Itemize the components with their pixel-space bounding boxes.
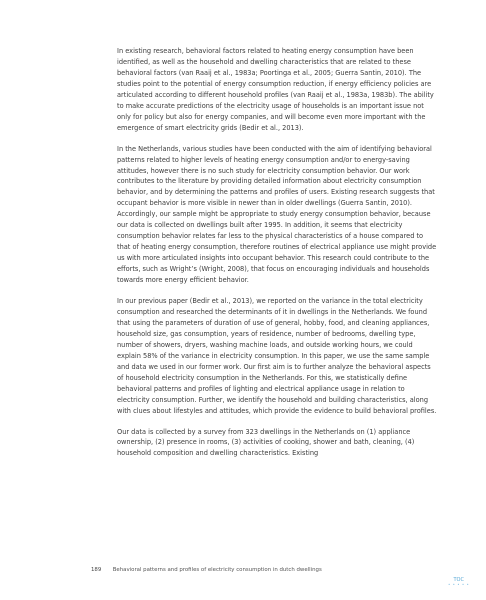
running-title: Behavioral patterns and profiles of electricity consumption in dutch dwellings <box>112 567 322 573</box>
body-paragraph: In the Netherlands, various studies have been conducted with the aim of identifying behavioral patterns related to higher levels of heating energy consumption and/or to energy-saving attitudes, however there is no such study for electricity consumption behavior. Our work contributes to the literature by providing detailed information about electricity consumption behavior, and by determining the patterns and profiles of users. Existing research suggests that occupant behavior is more visible in newer than in older dwellings (Guerra Santin, 2010). Accordingly, our sample might be appropriate to study energy consumption behavior, because our data is collected on dwellings built after 1995. In addition, it seems that electricity consumption behavior relates far less to the physical characteristics of a house compared to that of heating energy consumption, therefore routines of electrical appliance use might provide us with more articulated insights into occupant behavior. This research could contribute to the efforts, such as Wright’s (Wright, 2008), that focus on encouraging individuals and households towards more energy efficient behavior. <box>117 144 437 285</box>
body-paragraph: In our previous paper (Bedir et al., 2013), we reported on the variance in the total electricity consumption and researched the determinants of it in dwellings in the Netherlands. We found that using the parameters of duration of use of general, hobby, food, and cleaning appliances, household size, gas consumption, years of residence, number of bedrooms, dwelling type, number of showers, dryers, washing machine loads, and outside working hours, we could explain 58% of the variance in electricity consumption. In this paper, we use the same sample and data we used in our former work. Our first aim is to further analyze the behavioral aspects of household electricity consumption in the Netherlands. For this, we statistically define behavioral patterns and profiles of lighting and electrical appliance usage in relation to electricity consumption. Further, we identify the household and building characteristics, along with clues about lifestyles and attitudes, which provide the evidence to build behavioral profiles. <box>117 297 437 415</box>
main-text <box>117 46 437 469</box>
toc-link[interactable] <box>448 577 469 587</box>
page-footer <box>91 567 322 573</box>
body-paragraph: Our data is collected by a survey from 323 dwellings in the Netherlands on (1) appliance ownership, (2) presence in rooms, (3) activities of cooking, shower and bath, cleaning, (4) household composition and dwelling characteristics. Existing <box>117 427 415 458</box>
toc-label: TOC <box>453 577 464 583</box>
page-number: 189 <box>91 567 102 573</box>
body-paragraph: In existing research, behavioral factors related to heating energy consumption have been identified, as well as the household and dwelling characteristics that are related to these behavioral factors (van Raaij et al., 1983a; Poortinga et al., 2005; Guerra Santin, 2010). The studies point to the potential of energy consumption reduction, if energy efficiency policies are articulated according to different household profiles (van Raaij et al., 1983a, 1983b). The ability to make accurate predictions of the electricity usage of households is an important issue not only for policy but also for energy companies, and will become even more important with the emergence of smart electricity grids (Bedir et al., 2013). <box>117 47 434 132</box>
toc-dots-icon: • • • • • <box>448 582 470 587</box>
